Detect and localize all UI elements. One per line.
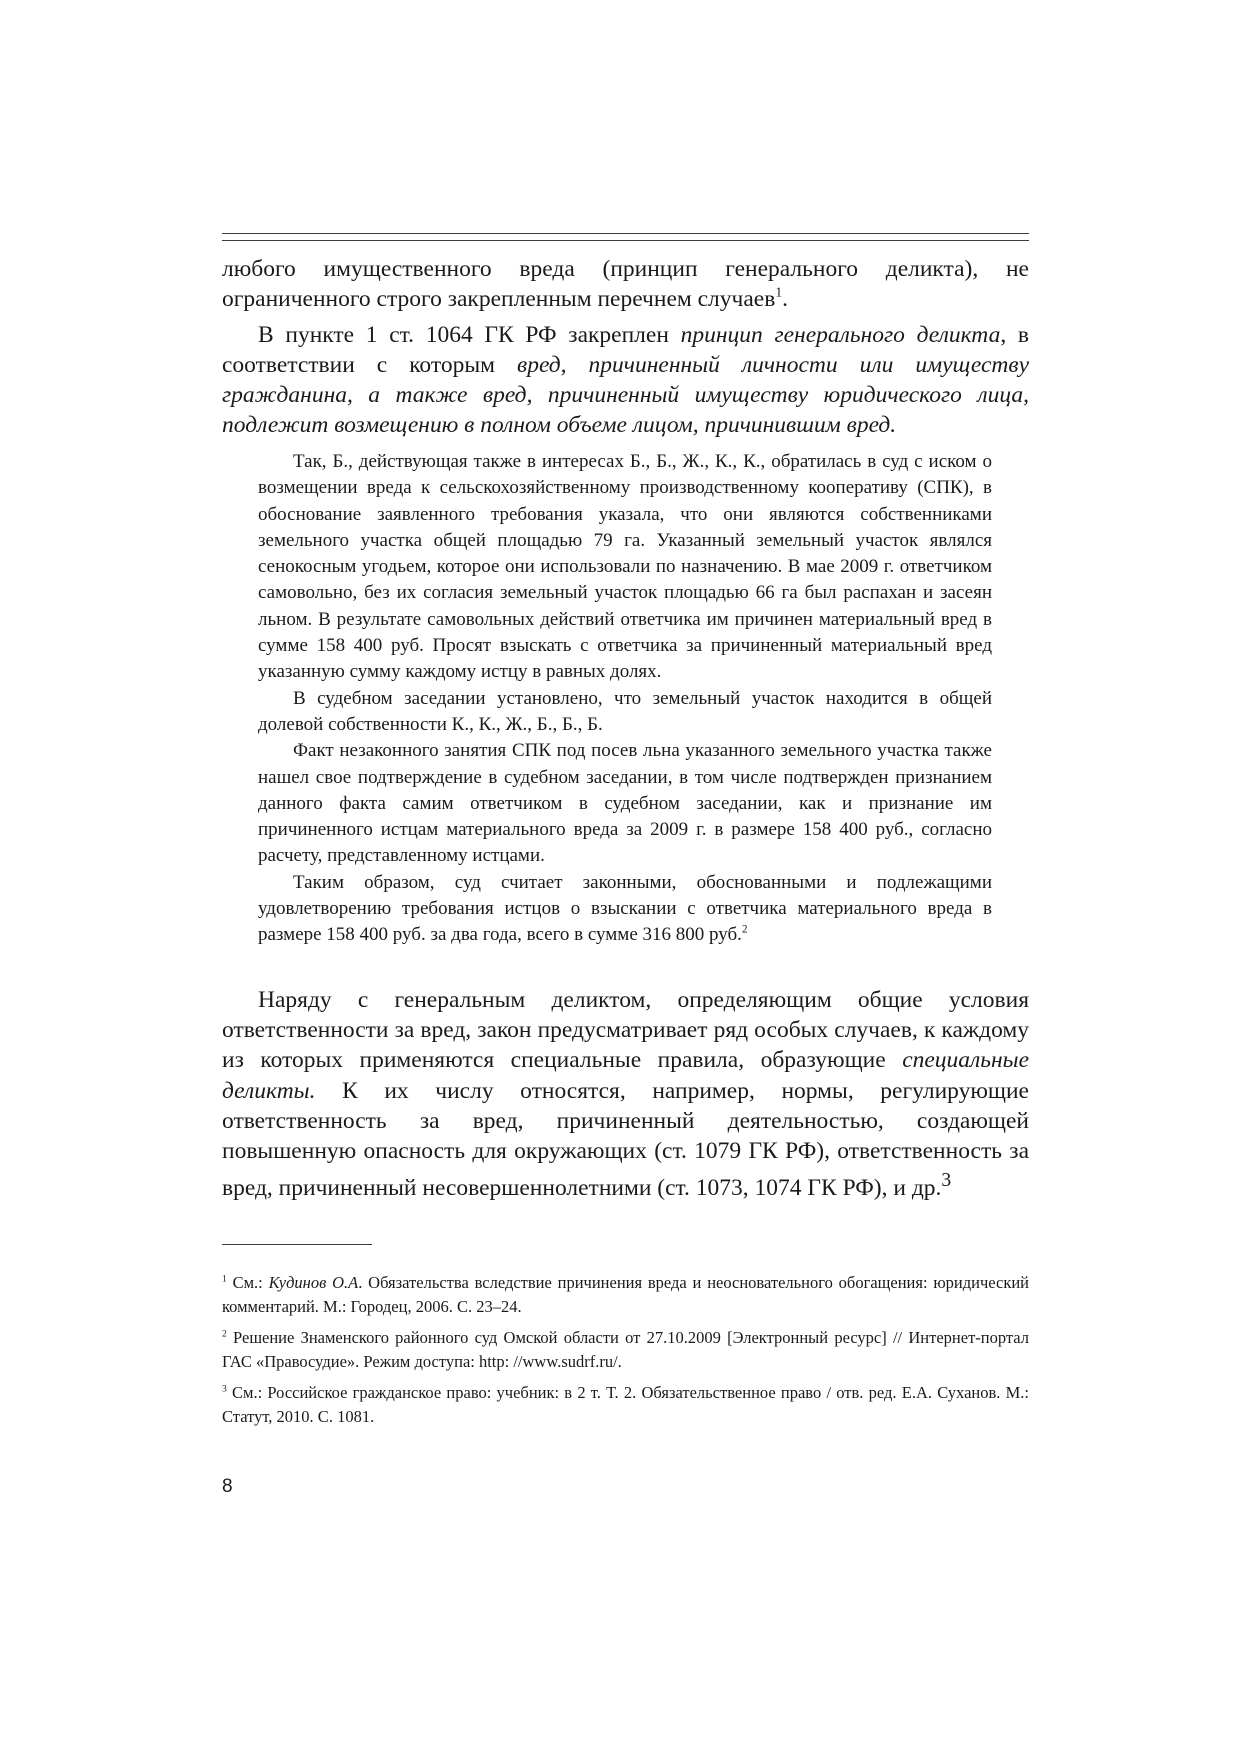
footnote-author: Кудинов О.А bbox=[268, 1273, 359, 1292]
example-paragraph: В судебном заседании установлено, что земельный участок находится в общей долевой собственности К., К., Ж., Б., Б., Б. bbox=[258, 687, 992, 735]
page-number: 8 bbox=[222, 1476, 233, 1497]
footnote-1: $^1$ См.: Кудинов О.А. Обязательства вследствие причинения вреда и неосновательного обогащения: юридический комментарий. М.: Городец, 2006. С. 23–24. bbox=[222, 1273, 1029, 1316]
footnotes bbox=[222, 1271, 1029, 1436]
paragraph-general-delict: В пункте 1 ст. 1064 ГК РФ закреплен принцип генерального деликта, в соответствии с которым вред, причиненный личности или имуществу гражданина, а также вред, причиненный имуществу юридического лица, подлежит возмещению в полном объеме лицом, причинившим вред. bbox=[222, 322, 1030, 438]
main-text-top bbox=[222, 254, 1029, 440]
header-rule-bottom bbox=[222, 240, 1029, 241]
footnote-3: $^3$ См.: Российское гражданское право: учебник: в 2 т. Т. 2. Обязательственное право / отв. ред. Е.А. Суханов. М.: Статут, 2010. С. 1081. bbox=[222, 1383, 1030, 1426]
footnote-ref-3: 3 bbox=[941, 1170, 952, 1192]
example-paragraph: Факт незаконного занятия СПК под посев льна указанного земельного участка также нашел свое подтверждение в судебном заседании, в том числе подтвержден признанием данного факта самим ответчиком в судебном заседании, как и признание им причиненного истцам материального вреда за 2009 г. в размере 158 400 руб., согласно расчету, представленному истцами. bbox=[258, 740, 992, 867]
footnote-separator bbox=[222, 1244, 372, 1245]
paragraph-continuation: любого имущественного вреда (принцип генерального деликта), не ограниченного строго закрепленным перечнем случаев$^1$. bbox=[222, 256, 1029, 312]
case-example-block bbox=[258, 449, 992, 949]
example-paragraph: Так, Б., действующая также в интересах Б., Б., Ж., К., К., обратилась в суд с иском о возмещении вреда к сельскохозяйственному производственному кооперативу (СПК), в обоснование заявленного требования указала, что они являются собственниками земельного участка общей площадью 79 га. Указанный земельный участок являлся сенокосным угодьем, которое они использовали по назначению. В мае 2009 г. ответчиком самовольно, без их согласия земельный участок площадью 66 га был распахан и засеян льном. В результате самовольных действий ответчика им причинен материальный вред в сумме 158 400 руб. Просят взыскать с ответчика за причиненный материальный вред указанную сумму каждому истцу в равных долях. bbox=[258, 451, 992, 683]
footnote-ref-2: 2 bbox=[741, 923, 748, 936]
italic-quote: вред, причиненный личности или имуществу гражданина, а также вред, причиненный имуществу юридического лица, подлежит возмещению в полном объеме лицом, причинившим вред. bbox=[222, 352, 1030, 438]
footnote-ref-1: 1 bbox=[775, 284, 783, 300]
paragraph-special-delicts: Наряду с генеральным деликтом, определяющим общие условия ответственности за вред, закон предусматривает ряд особых случаев, к каждому из которых применяются специальные правила, образующие специальные деликты. К их числу относятся, например, нормы, регулирующие ответственность за вред, причиненный деятельностью, создающей повышенную опасность для окружающих (ст. 1079 ГК РФ), ответственность за вред, причиненный несовершеннолетними (ст. 1073, 1074 ГК РФ), и др.$^3$ bbox=[222, 987, 1029, 1202]
main-text-bottom bbox=[222, 985, 1029, 1203]
italic-term: принцип генерального деликта bbox=[680, 322, 1001, 348]
header-rule-top bbox=[222, 233, 1029, 234]
example-paragraph: Таким образом, суд считает законными, обоснованными и подлежащими удовлетворению требования истцов о взыскании с ответчика материального вреда в размере 158 400 руб. за два года, всего в сумме 316 800 руб.$^2$ bbox=[258, 871, 992, 946]
italic-term: специальные деликты. bbox=[222, 1047, 1029, 1104]
footnote-2: $^2$ Решение Знаменского районного суд Омской области от 27.10.2009 [Электронный ресурс] // Интернет-портал ГАС «Правосудие». Режим доступа: http: //www.sudrf.ru/. bbox=[222, 1328, 1029, 1371]
